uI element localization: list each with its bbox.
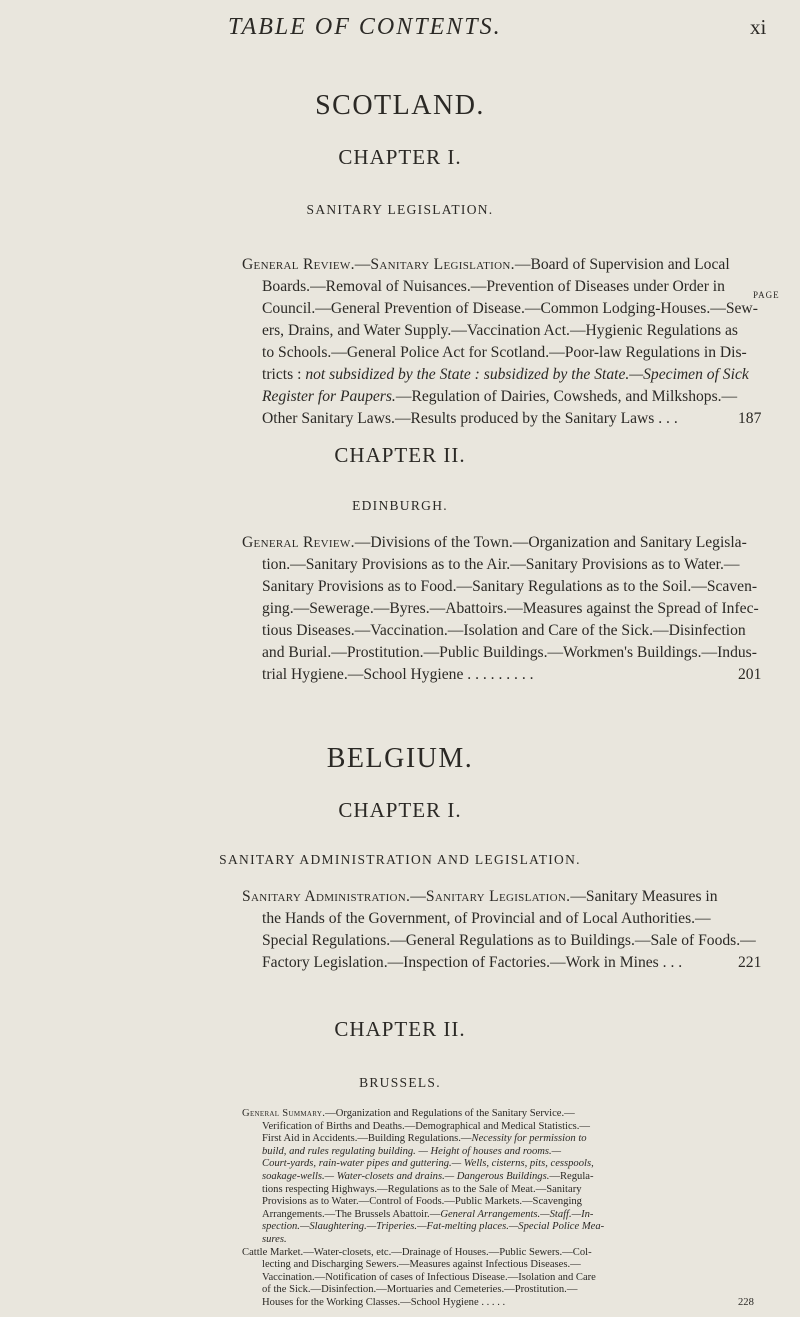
entry-text: —Regula- bbox=[549, 1171, 594, 1182]
entry-line: tious Diseases.—Vaccination.—Isolation and Care of the Sick.—Disinfection bbox=[262, 622, 746, 639]
entry-italic-text: soakage-wells.— Water-closets and drains.— Dangerous Buildings. bbox=[262, 1171, 550, 1182]
country-heading-belgium: BELGIUM. bbox=[326, 743, 474, 774]
entry-line: Verification of Births and Deaths.—Demographical and Medical Statistics.— bbox=[262, 1120, 591, 1132]
chapter-heading: CHAPTER II. bbox=[334, 1017, 466, 1041]
leader-dots: . . . . . . . . . bbox=[463, 666, 534, 683]
entry-line bbox=[262, 408, 678, 429]
entry-line: ers, Drains, and Water Supply.—Vaccination Act.—Hygienic Regulations as bbox=[262, 322, 738, 339]
entry-line: Cattle Market.—Water-closets, etc.—Drainage of Houses.—Public Sewers.—Col- bbox=[242, 1246, 592, 1258]
entry-line: tion.—Sanitary Provisions as to the Air.—Sanitary Provisions as to Water.— bbox=[262, 556, 740, 573]
entry-text: Houses for the Working Classes.—School Hygiene bbox=[262, 1297, 479, 1308]
entry-line: Boards.—Removal of Nuisances.—Prevention of Diseases under Order in bbox=[262, 278, 725, 295]
entry-italic-text: General Arrangements.—Staff.—In- bbox=[440, 1208, 594, 1220]
entry-line: Court-yards, rain-water pipes and guttering.— Wells, cisterns, pits, cesspools, bbox=[262, 1158, 594, 1170]
entry-italic-text: Necessity for permission to bbox=[471, 1133, 587, 1145]
chapter-heading: CHAPTER I. bbox=[338, 798, 462, 822]
section-lead: General Summary. bbox=[242, 1108, 326, 1119]
entry-text: Factory Legislation.—Inspection of Factories.—Work in Mines bbox=[262, 954, 659, 971]
leader-dots: . . . bbox=[658, 954, 683, 971]
entry-text: — bbox=[354, 256, 371, 273]
entry-line bbox=[242, 254, 730, 275]
brussels-section-compact bbox=[0, 1108, 800, 1317]
entry-line: Provisions as to Water.—Control of Foods.—Public Markets.—Scavenging bbox=[262, 1196, 582, 1208]
chapter-subtitle: BRUSSELS. bbox=[359, 1075, 441, 1090]
entry-line bbox=[242, 886, 718, 907]
chapter-heading: CHAPTER II. bbox=[334, 443, 466, 467]
page-number: 221 bbox=[738, 954, 762, 971]
entry-line bbox=[262, 364, 749, 385]
entry-text: —Sanitary Measures in bbox=[570, 888, 718, 905]
entry-text: —Board of Supervision and Local bbox=[514, 256, 730, 273]
entry-text: — bbox=[410, 888, 426, 905]
chapter-subtitle: SANITARY ADMINISTRATION AND LEGISLATION. bbox=[219, 852, 581, 867]
entry-line: the Hands of the Government, of Provincial and of Local Authorities.— bbox=[262, 910, 711, 927]
chapter-subtitle: SANITARY LEGISLATION. bbox=[306, 202, 494, 217]
entry-italic-text: not subsidized by the State : subsidized by the State.—Specimen of Sick bbox=[305, 366, 749, 383]
entry-line: Sanitary Provisions as to Food.—Sanitary Regulations as to the Soil.—Scaven- bbox=[262, 578, 758, 595]
entry-text: —Regulation of Dairies, Cowsheds, and Milkshops.— bbox=[395, 388, 738, 405]
page-number: 228 bbox=[738, 1297, 754, 1308]
entry-line bbox=[242, 532, 747, 553]
running-head bbox=[0, 14, 800, 54]
entry-line: tions respecting Highways.—Regulations as to the Sale of Meat.—Sanitary bbox=[262, 1183, 582, 1195]
entry-line bbox=[262, 952, 682, 973]
entry-text: First Aid in Accidents.—Building Regulations.— bbox=[262, 1133, 472, 1145]
page-number: 187 bbox=[738, 410, 762, 427]
entry-line: Council.—General Prevention of Disease.—Common Lodging-Houses.—Sew- bbox=[262, 300, 758, 317]
entry-line: sures. bbox=[262, 1234, 287, 1245]
entry-line: build, and rules regulating building. — Height of houses and rooms.— bbox=[262, 1145, 562, 1157]
leader-dots: . . . . . bbox=[478, 1297, 506, 1308]
entry-italic-text: Register for Paupers. bbox=[262, 388, 396, 405]
folio: xi bbox=[750, 15, 767, 39]
section-lead: Sanitary Legislation. bbox=[370, 256, 515, 273]
entry-line: Vaccination.—Notification of cases of Infectious Disease.—Isolation and Care bbox=[262, 1271, 596, 1283]
page-number: 201 bbox=[738, 666, 762, 683]
country-heading-scotland: SCOTLAND. bbox=[315, 90, 485, 121]
chapter-subtitle: EDINBURGH. bbox=[352, 498, 448, 513]
entry-line: spection.—Slaughtering.—Triperies.—Fat-melting places.—Special Police Mea- bbox=[262, 1221, 605, 1233]
section-lead: Sanitary Legislation. bbox=[425, 888, 571, 905]
entry-text: tricts : bbox=[262, 366, 306, 383]
entry-text: Arrangements.—The Brussels Abattoir.— bbox=[262, 1208, 441, 1220]
entry-line bbox=[262, 386, 737, 407]
entry-text: Other Sanitary Laws.—Results produced by the Sanitary Laws bbox=[262, 410, 655, 427]
entry-text: —Organization and Regulations of the Sanitary Service.— bbox=[325, 1108, 575, 1119]
entry-line: to Schools.—General Police Act for Scotland.—Poor-law Regulations in Dis- bbox=[262, 344, 747, 361]
entry-line: and Burial.—Prostitution.—Public Buildings.—Workmen's Buildings.—Indus- bbox=[262, 644, 757, 661]
entry-line: of the Sick.—Disinfection.—Mortuaries and Cemeteries.—Prostitution.— bbox=[262, 1284, 578, 1296]
leader-dots: . . . bbox=[654, 410, 678, 427]
running-title: TABLE OF CONTENTS. bbox=[228, 14, 502, 40]
section-lead: General Review. bbox=[242, 534, 355, 551]
entry-line: lecting and Discharging Sewers.—Measures against Infectious Diseases.— bbox=[262, 1259, 581, 1271]
page-column-label: PAGE bbox=[753, 290, 780, 300]
entry-line: Special Regulations.—General Regulations as to Buildings.—Sale of Foods.— bbox=[262, 932, 756, 949]
entry-text: —Divisions of the Town.—Organization and Sanitary Legisla- bbox=[354, 534, 747, 551]
entry-line: ging.—Sewerage.—Byres.—Abattoirs.—Measures against the Spread of Infec- bbox=[262, 600, 759, 617]
entry-text: trial Hygiene.—School Hygiene bbox=[262, 666, 464, 683]
entry-line bbox=[262, 664, 534, 685]
chapter-heading: CHAPTER I. bbox=[338, 145, 462, 169]
section-lead: Sanitary Administration. bbox=[242, 888, 411, 905]
section-lead: General Review. bbox=[242, 256, 355, 273]
